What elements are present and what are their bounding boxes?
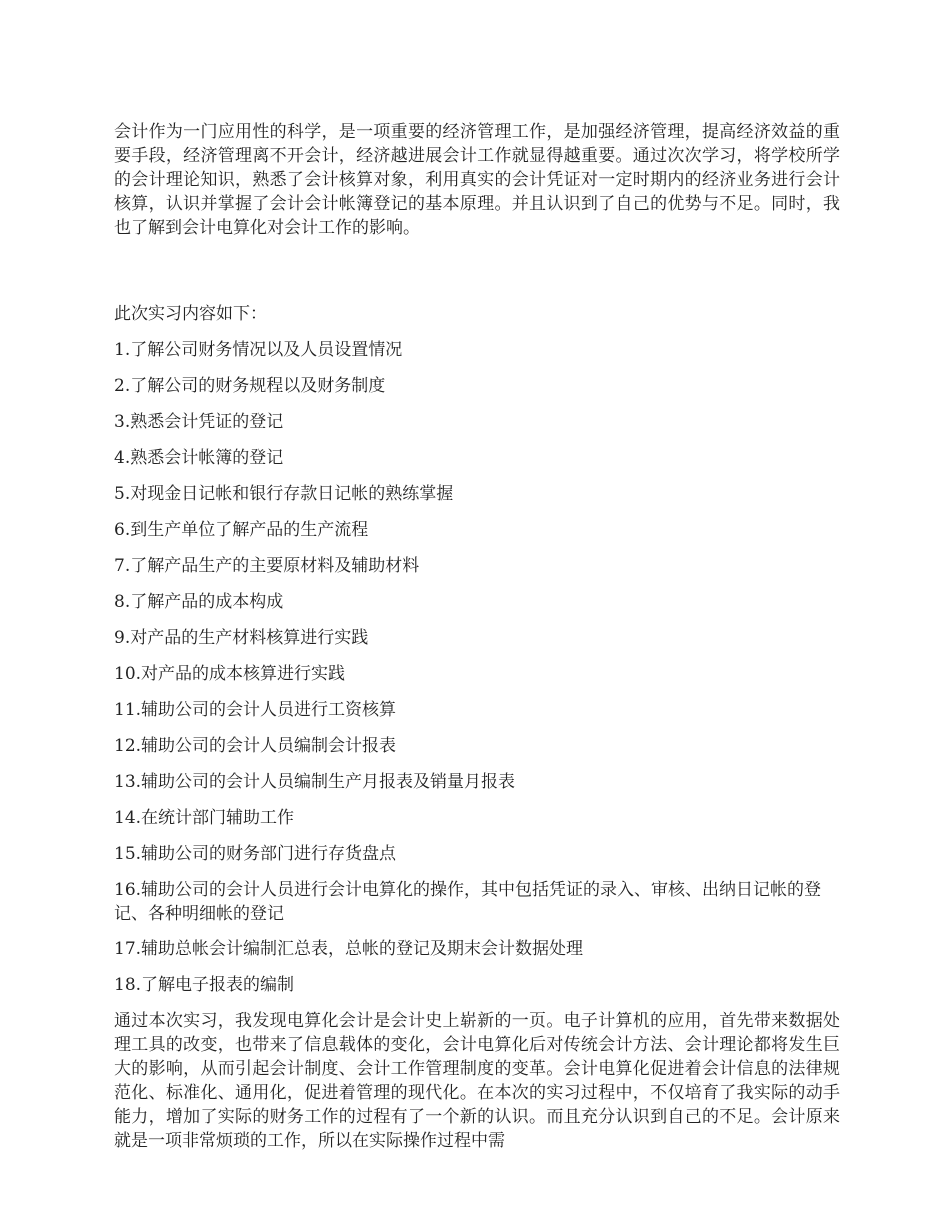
list-item-3: 3.熟悉会计凭证的登记 (114, 412, 284, 432)
intro-paragraph: 会计作为一门应用性的科学，是一项重要的经济管理工作，是加强经济管理，提高经济效益的重要手段，经济管理离不开会计，经济越进展会计工作就显得越重要。通过次次学习，将学校所学的会计理论知识，熟悉了会计核算对象，利用真实的会计凭证对一定时期内的经济业务进行会计核算，认识并掌握了会计会计帐簿登记的基本原理。并且认识到了自己的优势与不足。同时，我也了解到会计电算化对会计工作的影响。 (114, 122, 840, 238)
list-item-5: 5.对现金日记帐和银行存款日记帐的熟练掌握 (114, 484, 454, 504)
list-item-14: 14.在统计部门辅助工作 (114, 808, 295, 828)
list-item-11: 11.辅助公司的会计人员进行工资核算 (114, 700, 397, 720)
list-item-18: 18.了解电子报表的编制 (114, 975, 295, 995)
list-item-2: 2.了解公司的财务规程以及财务制度 (114, 376, 386, 396)
list-item-7: 7.了解产品生产的主要原材料及辅助材料 (114, 556, 420, 576)
list-item-15: 15.辅助公司的财务部门进行存货盘点 (114, 844, 397, 864)
list-item-9: 9.对产品的生产材料核算进行实践 (114, 628, 369, 648)
list-item-6: 6.到生产单位了解产品的生产流程 (114, 520, 369, 540)
list-item-16: 16.辅助公司的会计人员进行会计电算化的操作，其中包括凭证的录入、审核、出纳日记帐的登记、各种明细帐的登记 (114, 880, 822, 924)
list-item-17: 17.辅助总帐会计编制汇总表，总帐的登记及期末会计数据处理 (114, 939, 584, 959)
document-page (114, 120, 840, 1153)
list-intro: 此次实习内容如下： (114, 304, 267, 324)
internship-content-list (114, 338, 840, 997)
list-item-4: 4.熟悉会计帐簿的登记 (114, 448, 284, 468)
list-item-12: 12.辅助公司的会计人员编制会计报表 (114, 736, 397, 756)
list-item-10: 10.对产品的成本核算进行实践 (114, 664, 346, 684)
list-item-1: 1.了解公司财务情况以及人员设置情况 (114, 340, 403, 360)
closing-paragraph: 通过本次实习，我发现电算化会计是会计史上崭新的一页。电子计算机的应用，首先带来数据处理工具的改变，也带来了信息载体的变化，会计电算化后对传统会计方法、会计理论都将发生巨大的影响，从而引起会计制度、会计工作管理制度的变革。会计电算化促进着会计信息的法律规范化、标准化、通用化，促进着管理的现代化。在本次的实习过程中，不仅培育了我实际的动手能力，增加了实际的财务工作的过程有了一个新的认识。而且充分认识到自己的不足。会计原来就是一项非常烦琐的工作，所以在实际操作过程中需 (114, 1011, 840, 1151)
list-item-8: 8.了解产品的成本构成 (114, 592, 284, 612)
list-item-13: 13.辅助公司的会计人员编制生产月报表及销量月报表 (114, 772, 516, 792)
